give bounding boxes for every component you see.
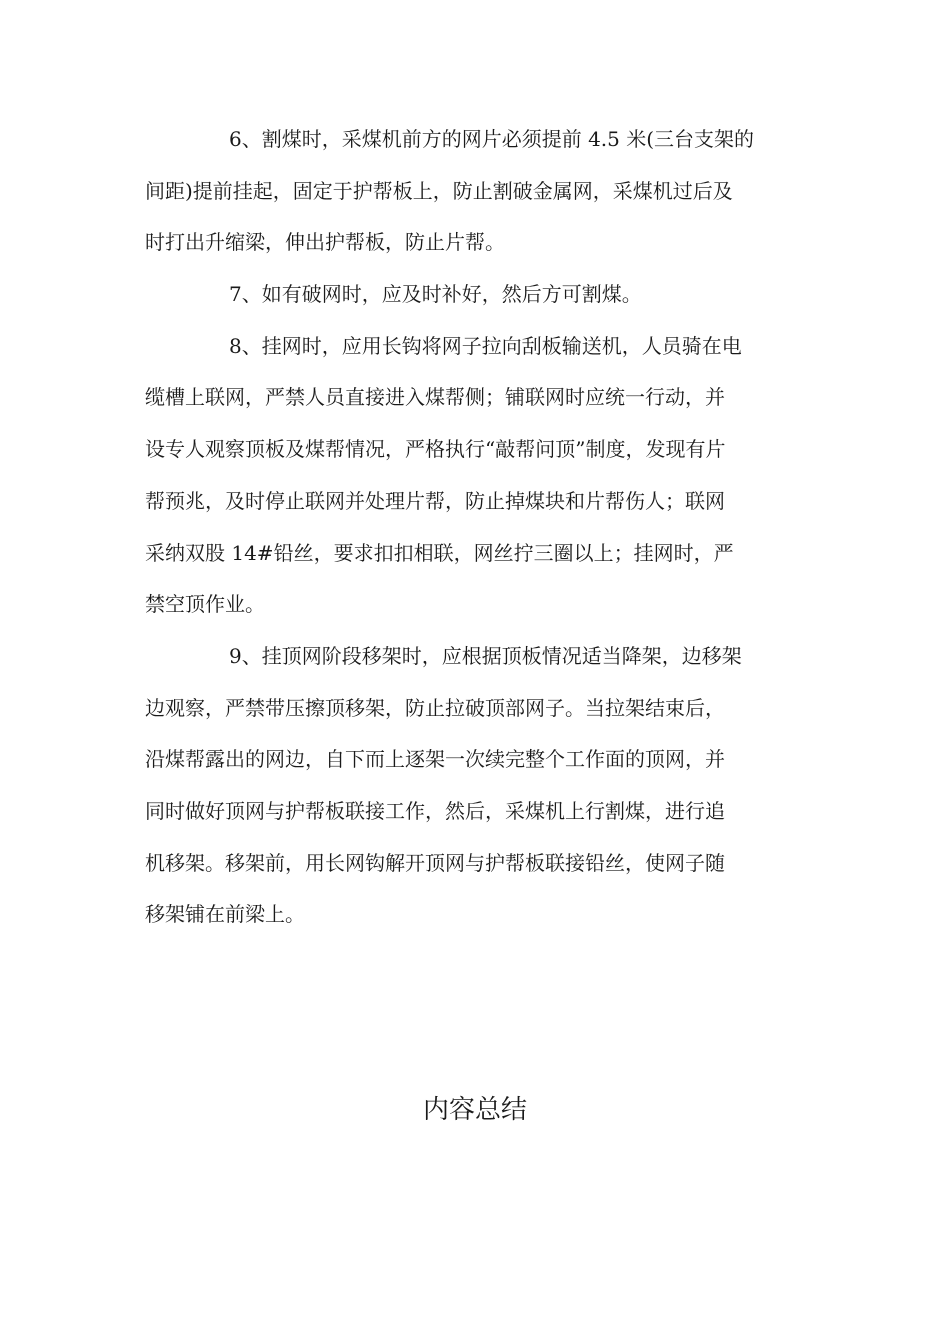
- paragraph-9-line-6: 移架铺在前梁上。: [145, 902, 305, 927]
- paragraph-9-line-2: 边观察，严禁带压擦顶移架，防止拉破顶部网子。当拉架结束后，: [145, 695, 725, 720]
- paragraph-9-line-5: 机移架。移架前，用长网钩解开顶网与护帮板联接铅丝，使网子随: [145, 850, 725, 875]
- paragraph-8-line-5: 采纳双股 14#铅丝，要求扣扣相联，网丝拧三圈以上；挂网时，严: [145, 540, 734, 565]
- paragraph-6-line-1: 6、割煤时，采煤机前方的网片必须提前 4.5 米(三台支架的: [229, 127, 755, 151]
- paragraph-9-line-3: 沿煤帮露出的网边，自下而上逐架一次续完整个工作面的顶网，并: [145, 747, 725, 772]
- paragraph-7-line-1: 7、如有破网时，应及时补好，然后方可割煤。: [229, 282, 642, 307]
- paragraph-9-line-1: 9、挂顶网阶段移架时，应根据顶板情况适当降架，边移架: [229, 643, 742, 668]
- paragraph-8-line-3: 设专人观察顶板及煤帮情况，严格执行“敲帮问顶”制度，发现有片: [145, 437, 726, 462]
- paragraph-8-line-6: 禁空顶作业。: [145, 592, 265, 617]
- paragraph-6-line-3: 时打出升缩梁，伸出护帮板，防止片帮。: [145, 230, 505, 255]
- paragraph-9-line-4: 同时做好顶网与护帮板联接工作，然后，采煤机上行割煤，进行追: [145, 798, 725, 823]
- summary-title: 内容总结: [422, 1095, 527, 1125]
- paragraph-6-line-2: 间距)提前挂起，固定于护帮板上，防止割破金属网，采煤机过后及: [145, 178, 733, 203]
- paragraph-8-line-4: 帮预兆，及时停止联网并处理片帮，防止掉煤块和片帮伤人；联网: [145, 488, 725, 513]
- body-text: [145, 120, 825, 947]
- paragraph-8-line-2: 缆槽上联网，严禁人员直接进入煤帮侧；铺联网时应统一行动，并: [145, 385, 725, 410]
- paragraph-8-line-1: 8、挂网时，应用长钩将网子拉向刮板输送机，人员骑在电: [229, 333, 742, 358]
